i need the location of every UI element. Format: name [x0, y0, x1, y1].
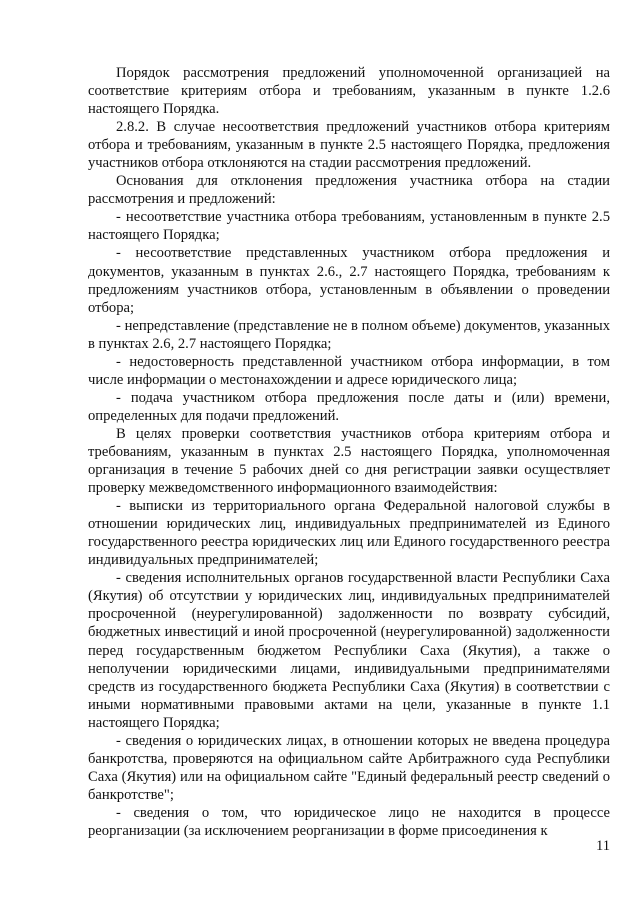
paragraph-rejection-grounds: Основания для отклонения предложения участника отбора на стадии рассмотрения и предложений:	[88, 173, 610, 208]
list-item-documents-missing: - непредставление (представление не в полном объеме) документов, указанных в пунктах 2.6, 2.7 настоящего Порядка;	[88, 317, 610, 352]
paragraph-2-8-2: 2.8.2. В случае несоответствия предложений участников отбора критериям отбора и требованиям, указанным в пункте 2.5 настоящего Порядка, предложения участников отбора отклоняются на стадии рассмотрения предложений.	[88, 119, 610, 172]
list-item-late-submission: - подача участником отбора предложения после даты и (или) времени, определенных для подачи предложений.	[88, 389, 610, 424]
paragraph-proposal-review-order: Порядок рассмотрения предложений уполномоченной организацией на соответствие критериям отбора и требованиям, указанным в пункте 1.2.6 настоящего Порядка.	[88, 65, 610, 118]
list-item-bankruptcy-information: - сведения о юридических лицах, в отношении которых не введена процедура банкротства, проверяются на официальном сайте Арбитражного суда Республики Саха (Якутия) или на официальном сайте "Единый федеральный реестр сведений о банкротстве";	[88, 732, 610, 803]
list-item-tax-registry-extract: - выписки из территориального органа Федеральной налоговой службы в отношении юридических лиц, индивидуальных предпринимателей из Единого государственного реестра юридических лиц или Единого государственного реестра индивидуальных предпринимателей;	[88, 498, 610, 569]
document-body	[88, 64, 610, 840]
list-item-documents-mismatch: - несоответствие представленных участником отбора предложения и документов, указанным в пунктах 2.6., 2.7 настоящего Порядка, требованиям к предложениям участников отбора, установленным в объявлении о проведении отбора;	[88, 245, 610, 316]
list-item-participant-mismatch: - несоответствие участника отбора требованиям, установленным в пункте 2.5 настоящего Порядка;	[88, 209, 610, 244]
list-item-false-information: - недостоверность представленной участником отбора информации, в том числе информации о местонахождении и адресе юридического лица;	[88, 353, 610, 388]
page-number: 11	[595, 838, 610, 854]
list-item-reorganization-information: - сведения о том, что юридическое лицо не находится в процессе реорганизации (за исключением реорганизации в форме присоединения к	[88, 804, 610, 839]
paragraph-verification: В целях проверки соответствия участников отбора критериям отбора и требованиям, указанным в пунктах 2.5 настоящего Порядка, уполномоченная организация в течение 5 рабочих дней со дня регистрации заявки осуществляет проверку межведомственного информационного взаимодействия:	[88, 425, 610, 497]
list-item-debt-information: - сведения исполнительных органов государственной власти Республики Саха (Якутия) об отсутствии у юридических лиц, индивидуальных предпринимателей просроченной (неурегулированной) задолженности по возврату субсидий, бюджетных инвестиций и иной просроченной (неурегулированной) задолженности перед государственным бюджетом Республики Саха (Якутия), а также о неполучении юридическими лицами, индивидуальными предпринимателями средств из государственного бюджета Республики Саха (Якутия) в соответствии с иными нормативными правовыми актами на цели, указанные в пункте 1.1 настоящего Порядка;	[88, 570, 610, 731]
